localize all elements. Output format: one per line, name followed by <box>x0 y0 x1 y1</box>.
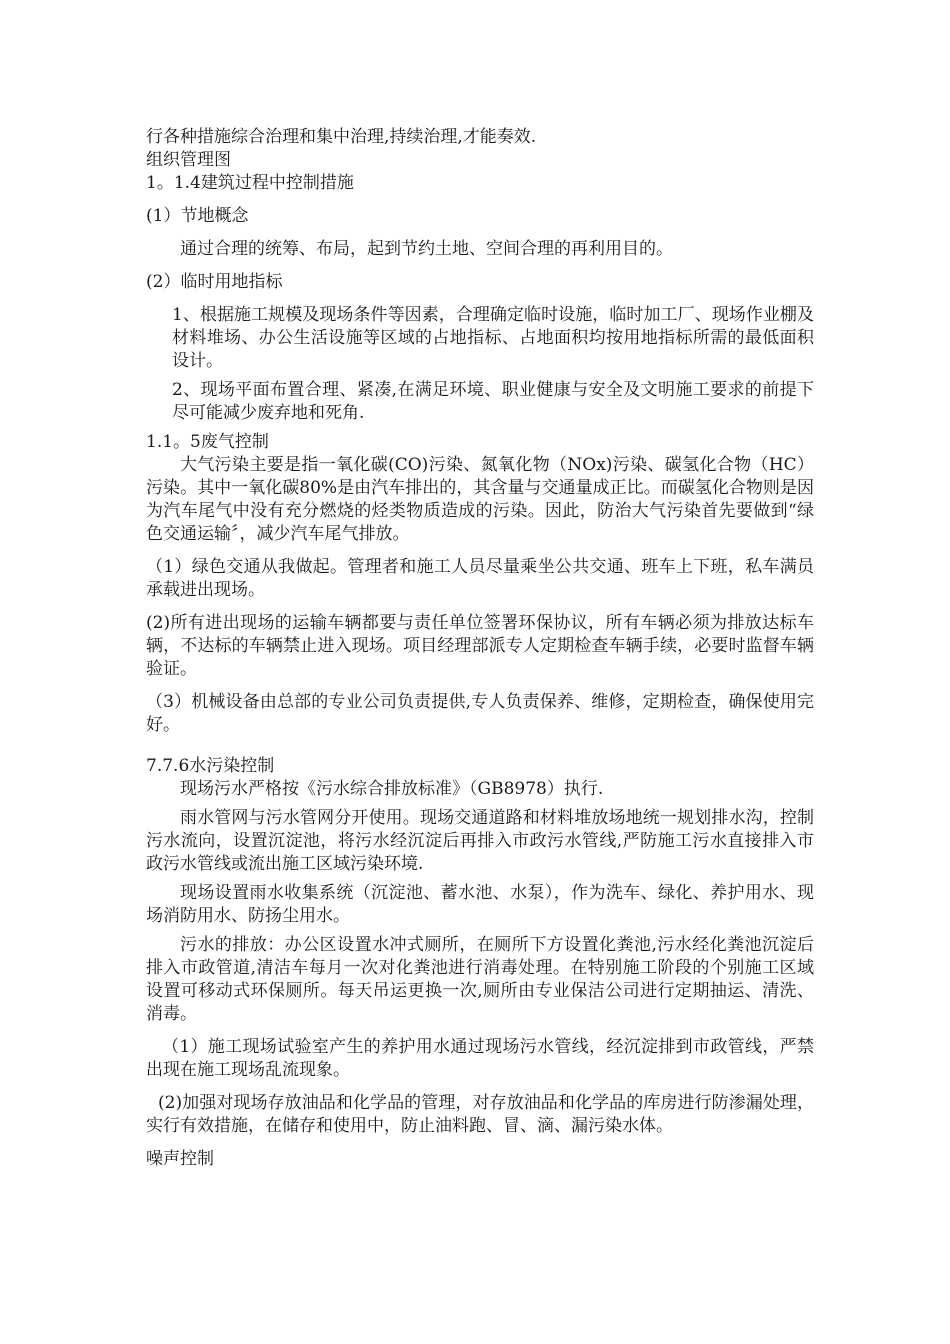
heading-noise-control: 噪声控制 <box>146 1149 214 1169</box>
paragraph-water-1: （1）施工现场试验室产生的养护用水通过现场污水管线，经沉淀排到市政管线，严禁出现在施工现场乱流现象。 <box>146 1037 814 1080</box>
heading-waste-gas: 1.1。5废气控制 <box>146 432 269 452</box>
paragraph-waste-gas-2: (2)所有进出现场的运输车辆都要与责任单位签署环保协议，所有车辆必须为排放达标车辆，不达标的车辆禁止进入现场。项目经理部派专人定期检查车辆手续，必要时监督车辆验证。 <box>146 613 814 679</box>
paragraph-waste-gas-3: （3）机械设备由总部的专业公司负责提供,专人负责保养、维修，定期检查，确保使用完好。 <box>146 692 814 735</box>
paragraph-water-discharge: 污水的排放：办公区设置水冲式厕所，在厕所下方设置化粪池,污水经化粪池沉淀后排入市政管道,清洁车每月一次对化粪池进行消毒处理。在特别施工阶段的个别施工区域设置可移动式环保厕所。每天吊运更换一次,厕所由专业保洁公司进行定期抽运、清洗、消毒。 <box>146 935 814 1024</box>
paragraph-temporary-land-1: 1、根据施工规模及现场条件等因素，合理确定临时设施，临时加工厂、现场作业棚及材料堆场、办公生活设施等区域的占地指标、占地面积均按用地指标所需的最低面积设计。 <box>172 305 814 371</box>
paragraph-water-network: 雨水管网与污水管网分开使用。现场交通道路和材料堆放场地统一规划排水沟，控制污水流向，设置沉淀池，将污水经沉淀后再排入市政污水管线,严防施工污水直接排入市政污水管线或流出施工区域污染环境. <box>146 808 814 874</box>
document-page <box>146 126 814 1171</box>
paragraph-water-2: (2)加强对现场存放油品和化学品的管理，对存放油品和化学品的库房进行防渗漏处理，实行有效措施，在储存和使用中，防止油料跑、冒、滴、漏污染水体。 <box>146 1093 814 1136</box>
paragraph-waste-gas-intro: 大气污染主要是指一氧化碳(CO)污染、氮氧化物（NOx)污染、碳氢化合物（HC）污染。其中一氧化碳80%是由汽车排出的，其含量与交通量成正比。而碳氢化合物则是因为汽车尾气中没有充分燃烧的烃类物质造成的污染。因此，防治大气污染首先要做到“绿色交通运输〞，减少汽车尾气排放。 <box>146 455 814 544</box>
paragraph-waste-gas-1: （1）绿色交通从我做起。管理者和施工人员尽量乘坐公共交通、班车上下班，私车满员承载进出现场。 <box>146 557 814 600</box>
text-line: 行各种措施综合治理和集中治理,持续治理,才能奏效. <box>146 127 537 147</box>
paragraph-water-standard: 现场污水严格按《污水综合排放标准》（GB8978）执行. <box>180 779 604 799</box>
paragraph-temporary-land-2: 2、现场平面布置合理、紧凑,在满足环境、职业健康与安全及文明施工要求的前提下尽可能减少废弃地和死角. <box>172 380 814 423</box>
heading-construction-control: 1。1.4建筑过程中控制措施 <box>146 173 354 193</box>
heading-temporary-land: (2）临时用地指标 <box>146 272 283 292</box>
paragraph-land-saving: 通过合理的统筹、布局，起到节约土地、空间合理的再利用目的。 <box>180 239 673 259</box>
paragraph-water-collection: 现场设置雨水收集系统（沉淀池、蓄水池、水泵），作为洗车、绿化、养护用水、现场消防用水、防扬尘用水。 <box>146 883 814 926</box>
heading-water-pollution: 7.7.6水污染控制 <box>146 756 275 776</box>
heading-org-chart: 组织管理图 <box>146 150 231 170</box>
heading-land-saving: (1）节地概念 <box>146 206 249 226</box>
